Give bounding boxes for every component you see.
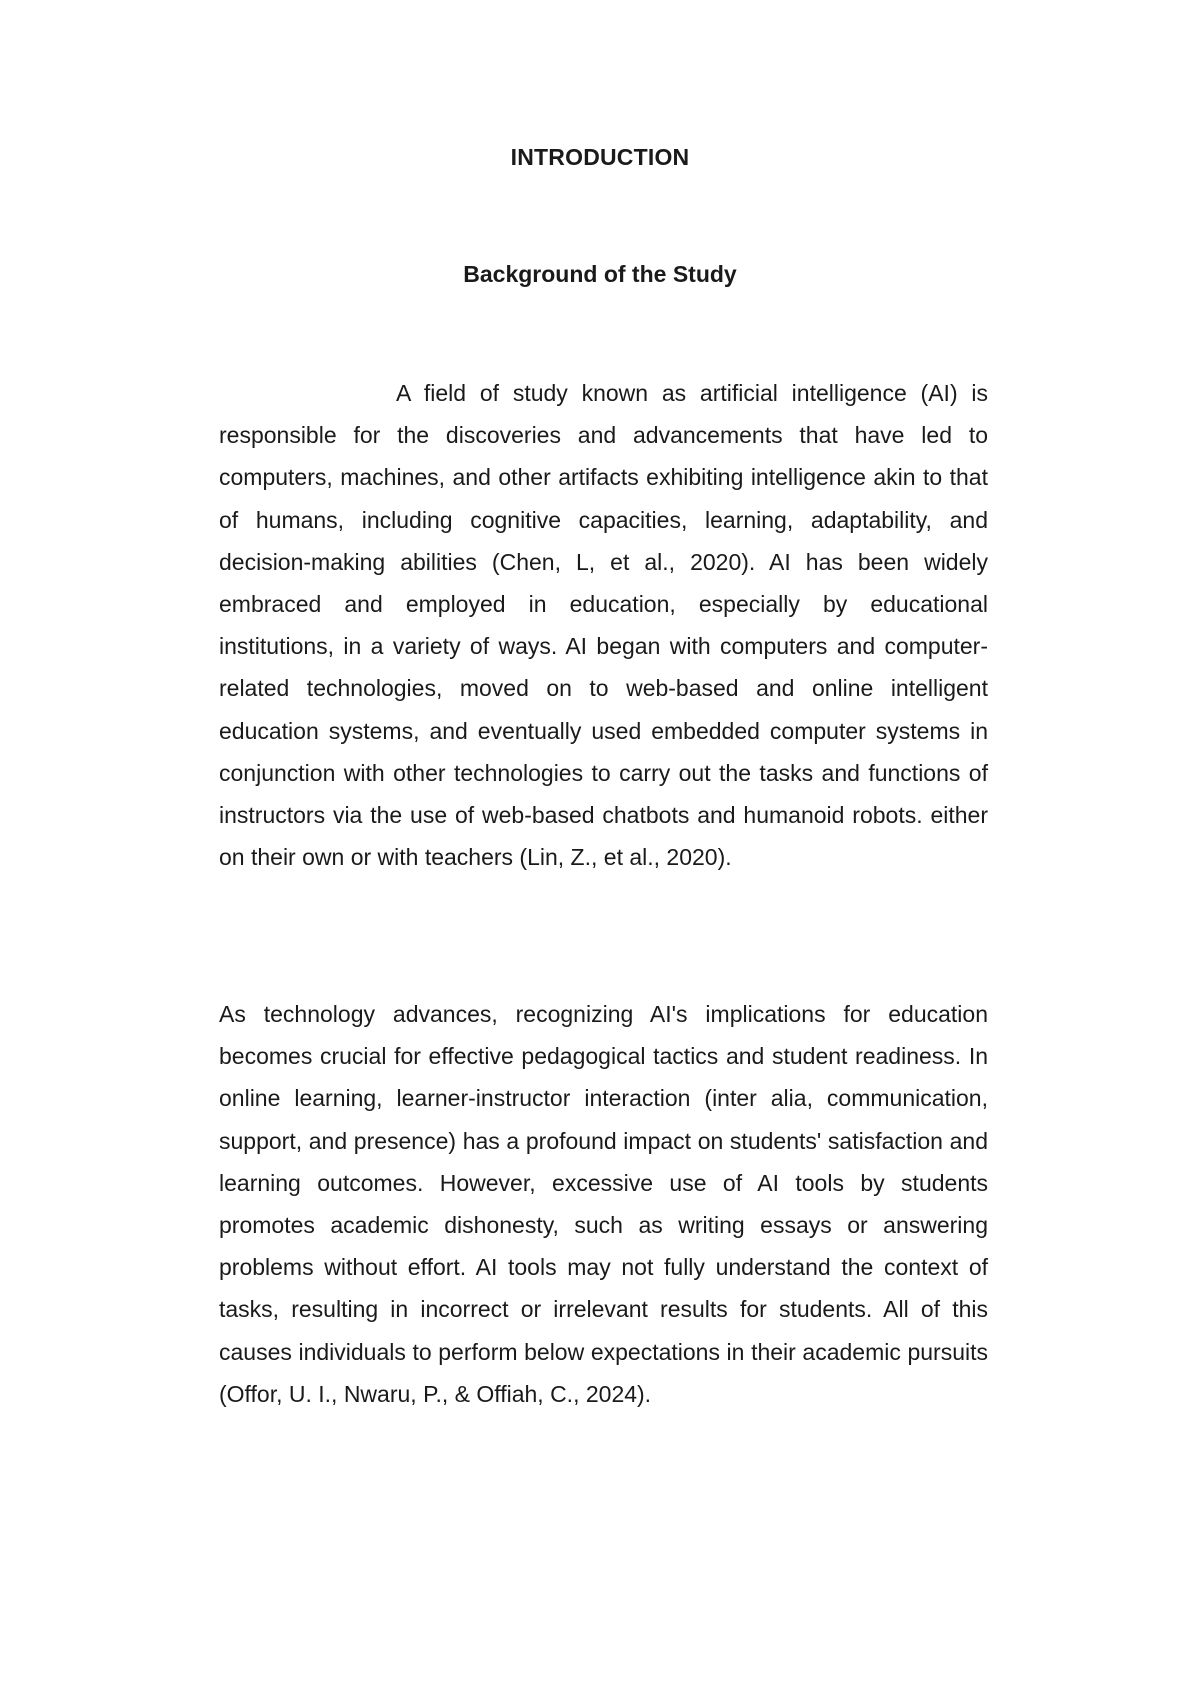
paragraph-1: A field of study known as artificial intelligence (AI) is responsible for the discoveries and advancements that have led to computers, machines, and other artifacts exhibiting intelligence akin to that of humans, including cognitive capacities, learning, adaptability, and decision-making abilities (Chen, L, et al., 2020). AI has been widely embraced and employed in education, especially by educational institutions, in a variety of ways. AI began with computers and computer-related technologies, moved on to web-based and online intelligent education systems, and eventually used embedded computer systems in conjunction with other technologies to carry out the tasks and functions of instructors via the use of web-based chatbots and humanoid robots. either on their own or with teachers (Lin, Z., et al., 2020).	[219, 380, 988, 871]
paragraph-2: As technology advances, recognizing AI's implications for education becomes crucial for effective pedagogical tactics and student readiness. In online learning, learner-instructor interaction (inter alia, communication, support, and presence) has a profound impact on students' satisfaction and learning outcomes. However, excessive use of AI tools by students promotes academic dishonesty, such as writing essays or answering problems without effort. AI tools may not fully understand the context of tasks, resulting in incorrect or irrelevant results for students. All of this causes individuals to perform below expectations in their academic pursuits (Offor, U. I., Nwaru, P., & Offiah, C., 2024).	[219, 1001, 988, 1407]
page-title: INTRODUCTION	[510, 144, 690, 170]
section-heading: Background of the Study	[463, 261, 737, 287]
